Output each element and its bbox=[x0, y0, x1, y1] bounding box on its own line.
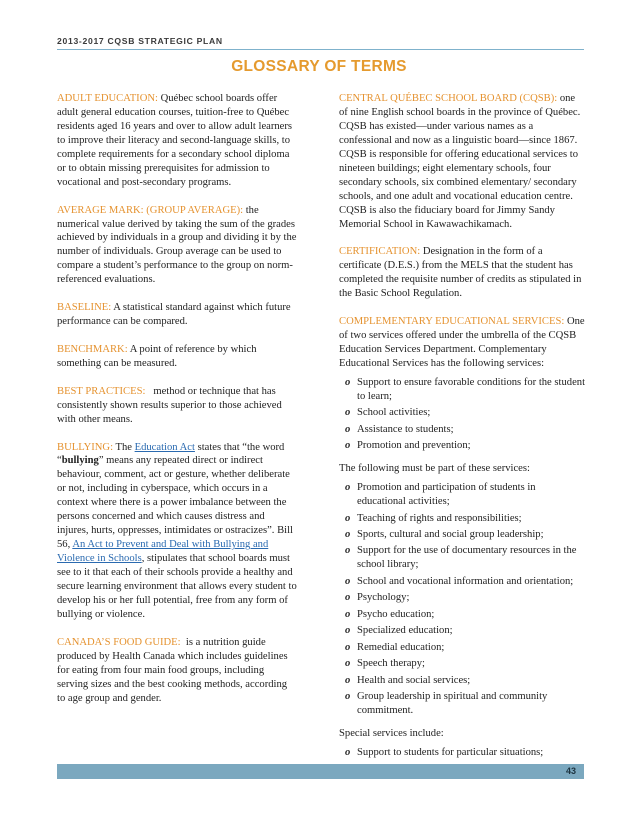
bullet-marker: o bbox=[345, 625, 351, 637]
definition-canadas-food-guide: is a nutrition guide produced by Health Canada which includes guidelines for eating from four main food groups, including serving sizes and the best cooking methods, according to age group and gender. bbox=[57, 636, 291, 704]
list-item bbox=[345, 544, 585, 572]
list-item-text: Assistance to students; bbox=[357, 423, 454, 435]
list-item bbox=[345, 376, 585, 404]
bullying-bold-word: bullying bbox=[61, 455, 99, 467]
term-baseline: BASELINE: bbox=[57, 302, 112, 314]
list-item-text: School and vocational information and orientation; bbox=[357, 575, 574, 587]
entry-adult-education bbox=[57, 92, 297, 190]
bullet-marker: o bbox=[345, 482, 351, 494]
page-number: 43 bbox=[565, 766, 576, 776]
term-canadas-food-guide: CANADA’S FOOD GUIDE: bbox=[57, 636, 181, 648]
list-item-text: Support to ensure favorable conditions for the student to learn; bbox=[357, 376, 586, 402]
term-cqsb: CENTRAL QUÉBEC SCHOOL BOARD (CQSB): bbox=[339, 93, 558, 104]
special-services-list bbox=[339, 746, 585, 760]
entry-canadas-food-guide bbox=[57, 636, 297, 706]
list-item-text: Health and social services; bbox=[357, 674, 471, 686]
list-item-text: Remedial education; bbox=[357, 641, 445, 653]
definition-complementary-services: One of two services offered under the umbrella of the CQSB Education Services Department. Complementary Educational Services has the following services: bbox=[339, 316, 585, 369]
left-column bbox=[57, 92, 297, 719]
bullet-marker: o bbox=[345, 658, 351, 670]
list-item-text: Promotion and prevention; bbox=[357, 440, 471, 452]
list-item-text: Promotion and participation of students in educational activities; bbox=[357, 482, 536, 508]
entry-cqsb bbox=[339, 92, 585, 232]
entry-average-mark bbox=[57, 204, 297, 288]
definition-bullying-part3: ” means any repeated direct or indirect behaviour, comment, act or gesture, whether deliberate or not, including in cyberspace, which occurs in a context where there is a power imbalance between the persons concerned and which causes distress and injures, hurts, oppresses, intimidates or ostracizes”. Bill 56, bbox=[57, 455, 293, 551]
list-item-text: Psycho education; bbox=[357, 608, 435, 620]
list-item bbox=[345, 423, 585, 437]
bullet-marker: o bbox=[345, 545, 351, 557]
right-column bbox=[339, 92, 585, 769]
bill-56-link[interactable]: An Act to Prevent and Deal with Bullying and Violence in Schools bbox=[57, 539, 269, 565]
special-services-intro: Special services include: bbox=[339, 727, 444, 739]
list-item-text: Support for the use of documentary resources in the school library; bbox=[357, 545, 577, 571]
list-item bbox=[345, 641, 585, 655]
list-item-text: Teaching of rights and responsibilities; bbox=[357, 512, 522, 524]
definition-adult-education: Québec school boards offer adult general education courses, tuition-free to Québec residents aged 16 years and over to allow adult learners to improve their literacy and second-language skills, to complete requirements for a secondary school diploma or to obtain missing prerequisites for admission to vocational and post-secondary programs. bbox=[57, 93, 293, 188]
entry-best-practices bbox=[57, 385, 297, 427]
definition-average-mark: the numerical value derived by taking the sum of the grades achieved by individuals in a group and dividing it by the number of individuals. Group average can be used to compare a student’s performance to the group on norm-referenced evaluations. bbox=[57, 204, 297, 286]
list-item-text: Group leadership in spiritual and community commitment. bbox=[357, 691, 548, 716]
bullet-marker: o bbox=[345, 592, 351, 604]
term-benchmark: BENCHMARK: bbox=[57, 343, 128, 355]
bullet-marker: o bbox=[345, 641, 351, 653]
list-item bbox=[345, 674, 585, 688]
education-act-link[interactable]: Education Act bbox=[134, 441, 195, 453]
header-divider bbox=[57, 49, 584, 50]
list-item bbox=[345, 575, 585, 589]
list-item-text: Sports, cultural and social group leadership; bbox=[357, 529, 544, 541]
entry-benchmark bbox=[57, 343, 297, 371]
term-adult-education: ADULT EDUCATION: bbox=[57, 93, 158, 104]
definition-baseline: A statistical standard against which future performance can be compared. bbox=[57, 302, 291, 328]
bullet-marker: o bbox=[345, 529, 351, 541]
list-item-text: Psychology; bbox=[357, 592, 410, 604]
required-services-list bbox=[339, 481, 585, 718]
list-item-text: Specialized education; bbox=[357, 625, 453, 637]
entry-complementary-services bbox=[339, 315, 585, 371]
list-item-text: Speech therapy; bbox=[357, 658, 425, 670]
list-item bbox=[345, 608, 585, 622]
list-item-text: Support to students for particular situations; bbox=[357, 746, 544, 758]
definition-cqsb: one of nine English school boards in the province of Québec. CQSB has existed—under various names as a confessional and now as a linguistic board—since 1867. CQSB is responsible for offering educational services to nineteen buildings; eight elementary schools, four secondary schools, six combined elementary/ secondary schools, and one adult and vocational education centre. CQSB is also the fiduciary board for Jimmy Sandy Memorial School in Kawawachikamach. bbox=[339, 93, 581, 230]
list-item bbox=[345, 512, 585, 526]
bullet-marker: o bbox=[345, 407, 351, 419]
entry-baseline bbox=[57, 301, 297, 329]
complementary-services-list bbox=[339, 376, 585, 453]
bullet-marker: o bbox=[345, 376, 351, 388]
list-item bbox=[345, 746, 585, 760]
term-average-mark: AVERAGE MARK: (GROUP AVERAGE): bbox=[57, 204, 244, 216]
bullet-marker: o bbox=[345, 608, 351, 620]
definition-best-practices: method or technique that has consistently shown results superior to those achieved with other means. bbox=[57, 385, 285, 425]
term-best-practices: BEST PRACTICES: bbox=[57, 385, 146, 397]
list-item bbox=[345, 591, 585, 605]
footer-bar bbox=[57, 764, 584, 779]
bullet-marker: o bbox=[345, 512, 351, 524]
list-item-text: School activities; bbox=[357, 407, 431, 419]
list-item bbox=[345, 690, 585, 718]
definition-bullying-part2: states that “the word “ bbox=[57, 441, 285, 467]
term-certification: CERTIFICATION: bbox=[339, 246, 421, 258]
page-title: GLOSSARY OF TERMS bbox=[231, 58, 407, 75]
running-header: 2013-2017 CQSB STRATEGIC PLAN bbox=[57, 36, 223, 46]
required-services-intro: The following must be part of these services: bbox=[339, 463, 530, 475]
list-item bbox=[345, 624, 585, 638]
bullet-marker: o bbox=[345, 423, 351, 435]
list-item bbox=[345, 481, 585, 509]
bullet-marker: o bbox=[345, 691, 351, 703]
bullet-marker: o bbox=[345, 440, 351, 452]
bullet-marker: o bbox=[345, 746, 351, 758]
definition-benchmark: A point of reference by which something can be measured. bbox=[57, 343, 257, 369]
bullet-marker: o bbox=[345, 674, 351, 686]
term-complementary-services: COMPLEMENTARY EDUCATIONAL SERVICES: bbox=[339, 316, 565, 328]
list-item bbox=[345, 439, 585, 453]
list-item bbox=[345, 528, 585, 542]
list-item bbox=[345, 406, 585, 420]
definition-bullying-part1: The bbox=[113, 441, 135, 453]
entry-bullying bbox=[57, 441, 297, 622]
term-bullying: BULLYING: bbox=[57, 441, 114, 453]
entry-certification bbox=[339, 245, 585, 301]
definition-bullying-part4: , stipulates that school boards must see to it that each of their schools provide a healthy and secure learning environment that allows every student to develop his or her full potential, free from any form of bullying or violence. bbox=[57, 553, 297, 620]
bullet-marker: o bbox=[345, 575, 351, 587]
definition-certification: Designation in the form of a certificate (D.E.S.) from the MELS that the student has completed the requisite number of credits as stipulated in the Basic School Regulation. bbox=[339, 246, 582, 300]
list-item bbox=[345, 657, 585, 671]
